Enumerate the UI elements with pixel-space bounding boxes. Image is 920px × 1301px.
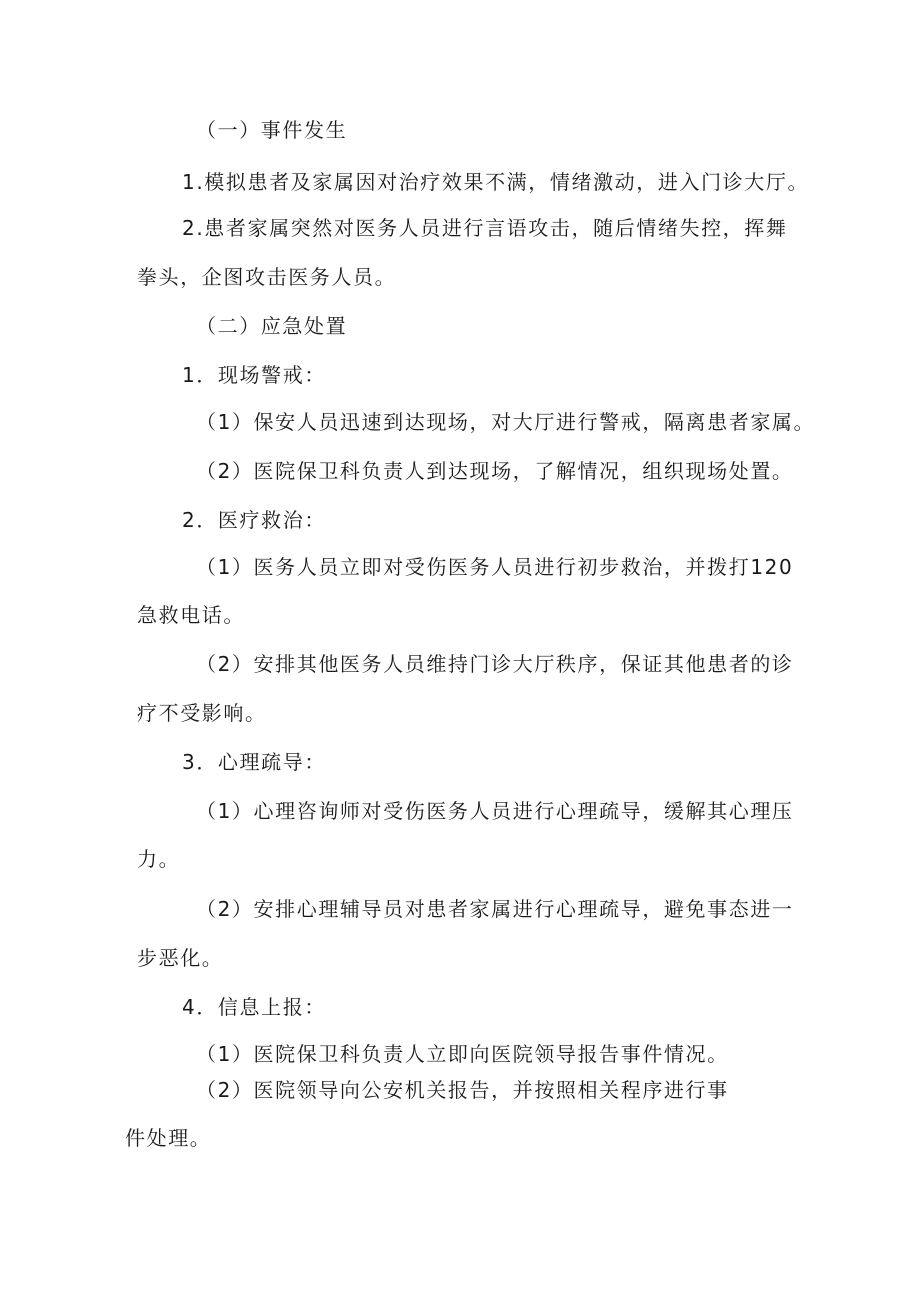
item-3-sub-1-line-1: （1）心理咨询师对受伤医务人员进行心理疏导，缓解其心理压 bbox=[196, 799, 794, 823]
item-1-sub-1: （1）保安人员迅速到达现场，对大厅进行警戒，隔离患者家属。 bbox=[196, 410, 816, 434]
event-item-2-line-2: 拳头，企图攻击医务人员。 bbox=[137, 265, 397, 289]
item-2-sub-1-line-2: 急救电话。 bbox=[137, 603, 245, 627]
item-3-title: 3．心理疏导： bbox=[182, 750, 326, 774]
item-4-title: 4．信息上报： bbox=[182, 995, 326, 1019]
item-1-sub-2: （2）医院保卫科负责人到达现场，了解情况，组织现场处置。 bbox=[196, 459, 794, 483]
section-heading-event: （一）事件发生 bbox=[196, 118, 348, 142]
item-2-sub-2-line-1: （2）安排其他医务人员维持门诊大厅秩序，保证其他患者的诊 bbox=[196, 652, 794, 676]
section-heading-response: （二）应急处置 bbox=[196, 314, 348, 338]
item-4-sub-2-line-2: 件处理。 bbox=[125, 1126, 212, 1150]
item-2-sub-1-line-1: （1）医务人员立即对受伤医务人员进行初步救治，并拨打120 bbox=[196, 555, 794, 579]
item-2-sub-2-line-2: 疗不受影响。 bbox=[137, 701, 267, 725]
item-3-sub-2-line-1: （2）安排心理辅导员对患者家属进行心理疏导，避免事态进一 bbox=[196, 897, 794, 921]
event-item-1: 1.模拟患者及家属因对治疗效果不满，情绪激动，进入门诊大厅。 bbox=[182, 170, 810, 194]
item-1-title: 1．现场警戒： bbox=[182, 363, 326, 387]
item-4-sub-2-line-1: （2）医院领导向公安机关报告，并按照相关程序进行事 bbox=[196, 1078, 729, 1102]
item-3-sub-2-line-2: 步恶化。 bbox=[137, 946, 224, 970]
item-3-sub-1-line-2: 力。 bbox=[137, 847, 181, 871]
item-2-title: 2．医疗救治： bbox=[182, 508, 326, 532]
event-item-2-line-1: 2.患者家属突然对医务人员进行言语攻击，随后情绪失控，挥舞 bbox=[182, 216, 788, 240]
item-4-sub-1: （1）医院保卫科负责人立即向医院领导报告事件情况。 bbox=[196, 1042, 729, 1066]
